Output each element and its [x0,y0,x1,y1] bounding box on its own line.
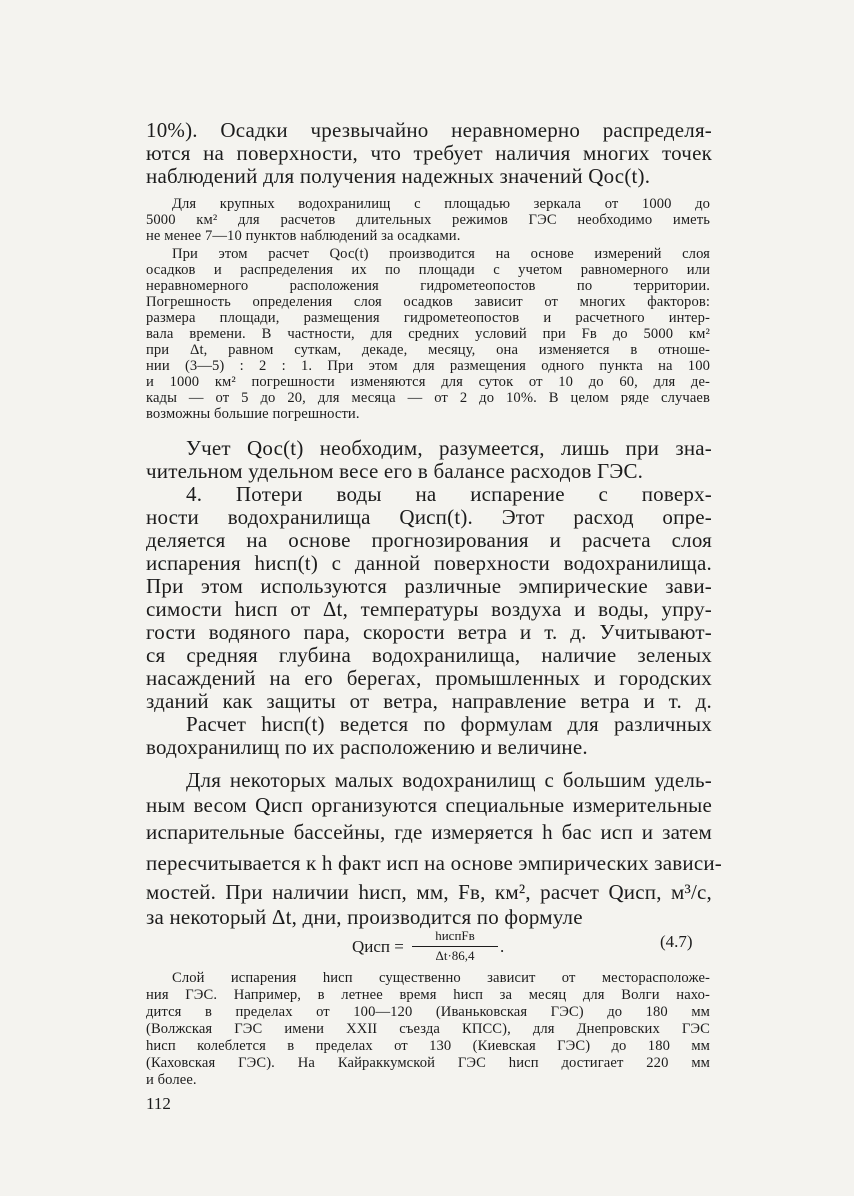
text-line: наблюдений для получения надежных значений Qос(t). [146,164,651,188]
small-text-line: неравномерного расположения гидрометеопостов по территории. [146,278,710,294]
page-number: 112 [146,1094,171,1113]
text-line: за некоторый Δt, дни, производится по формуле [146,905,583,929]
text-line: насаждений на его берегах, промышленных и городских [146,666,712,690]
text-line: ности водохранилища Qисп(t). Этот расход опре- [146,505,712,529]
text-line: испарительные бассейны, где измеряется h бас исп и затем [146,820,712,844]
small-text-line: и более. [146,1072,197,1088]
small-text-line: 5000 км² для расчетов длительных режимов ГЭС необходимо иметь [146,212,710,228]
small-text-line: размера площади, размещения гидрометеопостов и расчетного интер- [146,310,710,326]
small-text-line: возможны большие погрешности. [146,406,360,422]
text-line: ются на поверхности, что требует наличия многих точек [146,141,712,165]
formula-trail: . [500,937,505,956]
text-line: водохранилищ по их расположению и величине. [146,735,588,759]
text-line: При этом используются различные эмпирические зави- [146,574,712,598]
text-line: пересчитывается к h факт исп на основе эмпирических зависи- [146,851,722,875]
small-text-line: нии (3—5) : 2 : 1. При этом для размещения одного пункта на 100 [146,358,710,374]
text-line: Для некоторых малых водохранилищ с большим удель- [186,768,712,792]
text-line: ся средняя глубина водохранилища, наличие зеленых [146,643,712,667]
text-line: испарения hисп(t) с данной поверхности водохранилища. [146,551,712,575]
formula-number: (4.7) [660,932,693,951]
text-line: гости водяного пара, скорости ветра и т. д. Учитывают- [146,620,712,644]
text-line: Расчет hисп(t) ведется по формулам для различных [186,712,712,736]
small-text-line: (Волжская ГЭС имени XXII съезда КПСС), для Днепровских ГЭС [146,1021,710,1037]
text-line: чительном удельном весе его в балансе расходов ГЭС. [146,459,644,483]
small-text-line: при Δt, равном суткам, декаде, месяцу, она изменяется в отноше- [146,342,710,358]
formula-lhs: Qисп = [352,937,404,956]
text-line: зданий как защиты от ветра, направление ветра и т. д. [146,689,712,713]
small-text-line: кады — от 5 до 20, для месяца — от 2 до 10%. В целом ряде случаев [146,390,710,406]
text-line: 10%). Осадки чрезвычайно неравномерно распределя- [146,118,712,142]
text-line: мостей. При наличии hисп, мм, Fв, км², расчет Qисп, м³/с, [146,880,712,904]
formula-numerator: hиспFв [435,928,475,943]
text-line: симости hисп от Δt, температуры воздуха и воды, упру- [146,597,712,621]
small-text-line: Для крупных водохранилищ с площадью зеркала от 1000 до [172,196,710,212]
text-line: 4. Потери воды на испарение с поверх- [186,482,712,506]
text-line: Учет Qос(t) необходим, разумеется, лишь при зна- [186,436,712,460]
small-text-line: Слой испарения hисп существенно зависит от месторасположе- [172,970,710,986]
small-text-line: осадков и распределения их по площади с учетом равномерного или [146,262,710,278]
formula-fraction-bar [412,946,498,947]
formula-denominator: Δt·86,4 [435,948,475,963]
small-text-line: дится в пределах от 100—120 (Иваньковская ГЭС) до 180 мм [146,1004,710,1020]
small-text-line: не менее 7—10 пунктов наблюдений за осадками. [146,228,461,244]
text-line: ным весом Qисп организуются специальные измерительные [146,793,712,817]
small-text-line: (Каховская ГЭС). На Кайраккумской ГЭС hисп достигает 220 мм [146,1055,710,1071]
small-text-line: вала времени. В частности, для средних условий при Fв до 5000 км² [146,326,710,342]
small-text-line: Погрешность определения слоя осадков зависит от многих факторов: [146,294,710,310]
small-text-line: и 1000 км² погрешности изменяются для суток от 10 до 60, для де- [146,374,710,390]
small-text-line: hисп колеблется в пределах от 130 (Киевская ГЭС) до 180 мм [146,1038,710,1054]
small-text-line: При этом расчет Qос(t) производится на основе измерений слоя [172,246,710,262]
small-text-line: ния ГЭС. Например, в летнее время hисп за месяц для Волги нахо- [146,987,710,1003]
text-line: деляется на основе прогнозирования и расчета слоя [146,528,712,552]
